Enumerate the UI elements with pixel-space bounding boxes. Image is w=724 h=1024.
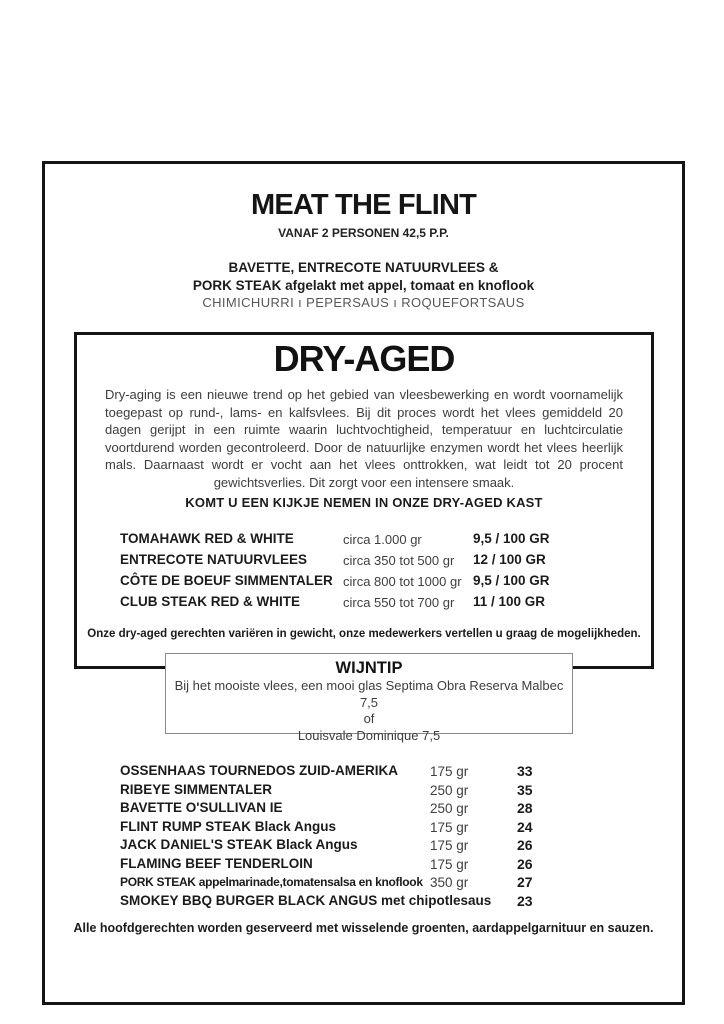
item-price: 27: [517, 874, 533, 890]
item-weight: 175 gr: [430, 856, 469, 872]
item-name: CÔTE DE BOEUF SIMMENTALER: [120, 573, 333, 588]
item-price: 12 / 100 GR: [473, 552, 546, 567]
menu-item-row: [45, 819, 682, 838]
price-per-person: VANAF 2 PERSONEN 42,5 P.P.: [278, 226, 449, 240]
item-weight: 250 gr: [430, 782, 469, 798]
menu-item-row: [45, 856, 682, 875]
dry-aged-invite: KOMT U EEN KIJKJE NEMEN IN ONZE DRY-AGED KAST: [185, 495, 543, 510]
menu-item-row: [45, 837, 682, 856]
item-price: 26: [517, 837, 533, 853]
item-name: BAVETTE O'SULLIVAN IE: [120, 800, 283, 815]
item-name: ENTRECOTE NATUURVLEES: [120, 552, 308, 567]
item-price: 24: [517, 818, 533, 835]
dry-aged-description: Dry-aging is een nieuwe trend op het gebied van vleesbewerking en wordt voornamelijk toegepast op rund-, lams- en kalfsvlees. Bij dit proces wordt het vlees gemiddeld 20 dagen gerijpt in een ruimte waarin luchtvochtigheid, temperatuur en luchtcirculatie voortdurend worden gecontroleerd. Door de natuurlijke enzymen wordt het vlees heerlijk mals. Daarnaast wordt er vocht aan het vlees onttrokken, wat leidt tot 20 procent gewichtsverlies. Dit zorgt voor een intensere smaak.: [105, 387, 623, 490]
dry-aged-item-row: [77, 552, 651, 573]
item-weight: 350 gr: [430, 875, 469, 890]
wine-tip-box: [165, 653, 573, 743]
mains-footnote: Alle hoofdgerechten worden geserveerd met wisselende groenten, aardappelgarnituur en sauzen.: [73, 921, 654, 935]
menu-line-bavette: BAVETTE, ENTRECOTE NATUURVLEES &: [228, 260, 499, 275]
item-name: OSSENHAAS TOURNEDOS ZUID-AMERIKA: [120, 763, 399, 778]
menu-item-row: [45, 800, 682, 819]
item-name: TOMAHAWK RED & WHITE: [120, 531, 294, 546]
item-name: JACK DANIEL'S STEAK Black Angus: [120, 837, 358, 852]
item-weight: circa 550 tot 700 gr: [343, 595, 455, 610]
item-price: 33: [517, 763, 533, 779]
wine-tip-line-2: of: [363, 711, 375, 726]
item-name: PORK STEAK appelmarinade,tomatensalsa en knoflook: [120, 875, 423, 889]
dry-aged-table: [77, 531, 651, 615]
item-name: FLAMING BEEF TENDERLOIN: [120, 855, 313, 871]
menu-item-row: [45, 782, 682, 801]
wine-tip-line-1: Bij het mooiste vlees, een mooi glas Septima Obra Reserva Malbec 7,5: [174, 678, 564, 710]
item-weight: 175 gr: [430, 764, 469, 779]
menu-line-pork: PORK STEAK afgelakt met appel, tomaat en knoflook: [192, 278, 535, 293]
item-price: 23: [517, 892, 533, 909]
item-price: 9,5 / 100 GR: [473, 573, 550, 588]
menu-header: [45, 164, 682, 310]
menu-item-row: [45, 893, 682, 912]
dry-aged-item-row: [77, 573, 651, 594]
item-name: FLINT RUMP STEAK Black Angus: [120, 818, 337, 834]
item-name: RIBEYE SIMMENTALER: [120, 781, 273, 797]
item-weight: 175 gr: [430, 819, 469, 835]
item-price: 28: [517, 800, 533, 816]
item-weight: circa 1.000 gr: [343, 532, 422, 547]
item-weight: 175 gr: [430, 838, 469, 853]
item-price: 26: [517, 855, 533, 872]
menu-frame: [42, 161, 685, 1005]
dry-aged-item-row: [77, 594, 651, 615]
item-weight: circa 350 tot 500 gr: [343, 553, 455, 568]
wine-tip-title: WIJNTIP: [335, 659, 403, 677]
item-price: 9,5 / 100 GR: [473, 531, 550, 546]
restaurant-title: MEAT THE FLINT: [250, 189, 477, 221]
item-price: 35: [517, 781, 533, 798]
mains-list: [45, 763, 682, 911]
item-name: CLUB STEAK RED & WHITE: [120, 594, 300, 609]
item-weight: circa 800 tot 1000 gr: [343, 574, 462, 589]
dry-aged-section: [74, 332, 654, 669]
dry-aged-item-row: [77, 531, 651, 552]
dry-aged-title: DRY-AGED: [273, 338, 455, 379]
item-name: SMOKEY BBQ BURGER BLACK ANGUS met chipotlesaus: [120, 892, 492, 908]
sauces-line: CHIMICHURRI ı PEPERSAUS ı ROQUEFORTSAUS: [202, 295, 525, 310]
item-weight: 250 gr: [430, 801, 469, 816]
item-price: 11 / 100 GR: [473, 594, 546, 609]
wine-tip-line-3: Louisvale Dominique 7,5: [297, 727, 441, 743]
dry-aged-footnote: Onze dry-aged gerechten variëren in gewicht, onze medewerkers vertellen u graag de mogelijkheden.: [87, 628, 641, 640]
menu-item-row: [45, 763, 682, 782]
menu-item-row: [45, 874, 682, 893]
